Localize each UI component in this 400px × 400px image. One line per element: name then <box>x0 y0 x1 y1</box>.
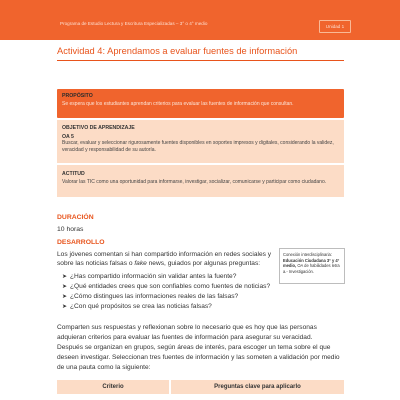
arrow-bullet-icon: ➤ <box>62 294 68 300</box>
title-divider <box>57 60 344 61</box>
interdisciplinary-note <box>279 248 345 284</box>
note-text <box>283 252 343 274</box>
question-text: ¿Cómo distingues las informaciones reales de las falsas? <box>70 293 239 300</box>
development-intro <box>57 250 274 268</box>
attitude-heading: ACTITUD <box>62 171 85 177</box>
objective-heading: OBJETIVO DE APRENDIZAJE <box>62 125 135 131</box>
attitude-text: Valorar las TIC como una oportunidad para informarse, investigar, socializar, comunicarse y participar como ciudadano. <box>62 179 327 185</box>
question-text: ¿Qué entidades crees que son confiables como fuentes de noticias? <box>70 283 271 290</box>
arrow-bullet-icon: ➤ <box>62 274 68 280</box>
groups-paragraph: Después se organizan en grupos, según áreas de interés, para escoger un tema sobre el que deseen investigar. Seleccionan tres fuentes de información y las someten a validación por medio de una pauta como la siguiente: <box>57 344 340 371</box>
note-line-1: Conexión interdisciplinaria: <box>283 252 332 257</box>
purpose-box <box>57 89 344 118</box>
unit-badge: Unidad 1 <box>319 20 351 33</box>
purpose-heading: PROPÓSITO <box>62 93 93 99</box>
reflection-paragraph: Comparten sus respuestas y reflexionan sobre lo necesario que es hoy que las personas adquieran criterios para evaluar las fuentes de información para asegurar su veracidad. <box>57 324 317 341</box>
table-header-preguntas: Preguntas clave para aplicarlo <box>171 380 344 394</box>
note-line-3: OA de habilidades letra a.- Investigación. <box>283 263 340 274</box>
criteria-table <box>57 380 344 394</box>
intro-after: news, guiados por algunas preguntas: <box>146 260 261 267</box>
objective-box <box>57 120 344 163</box>
question-text: ¿Has compartido información sin validar antes la fuente? <box>70 273 237 280</box>
question-text: ¿Con qué propósitos se crea las noticias falsas? <box>70 303 212 310</box>
oa-text: Buscar, evaluar y seleccionar rigurosamente fuentes disponibles en soportes impresos y digitales, considerando la validez, veracidad y responsabilidad de su autoría. <box>62 140 334 154</box>
table-header-criterio: Criterio <box>57 380 169 394</box>
oa-label: OA 5 <box>62 134 74 140</box>
intro-before: Los jóvenes comentan si han compartido información en redes sociales y sobre las noticias falsas o <box>57 251 272 267</box>
intro-italic: fake <box>134 260 147 267</box>
duration-value: 10 horas <box>57 226 84 233</box>
page-header-bar <box>0 0 400 40</box>
development-label: DESARROLLO <box>57 239 105 246</box>
note-bold: Educación Ciudadana 3° y 4° medio, <box>283 257 340 269</box>
arrow-bullet-icon: ➤ <box>62 284 68 290</box>
purpose-text: Se espera que los estudiantes aprendan criterios para evaluar las fuentes de información que consultan. <box>62 101 294 107</box>
program-header-text: Programa de Estudio Lectura y Escritura Especializadas – 3° o 4° medio <box>60 21 208 26</box>
arrow-bullet-icon: ➤ <box>62 304 68 310</box>
attitude-box <box>57 165 344 197</box>
duration-label: DURACIÓN <box>57 214 94 221</box>
activity-title: Actividad 4: Aprendamos a evaluar fuentes de información <box>57 46 298 56</box>
